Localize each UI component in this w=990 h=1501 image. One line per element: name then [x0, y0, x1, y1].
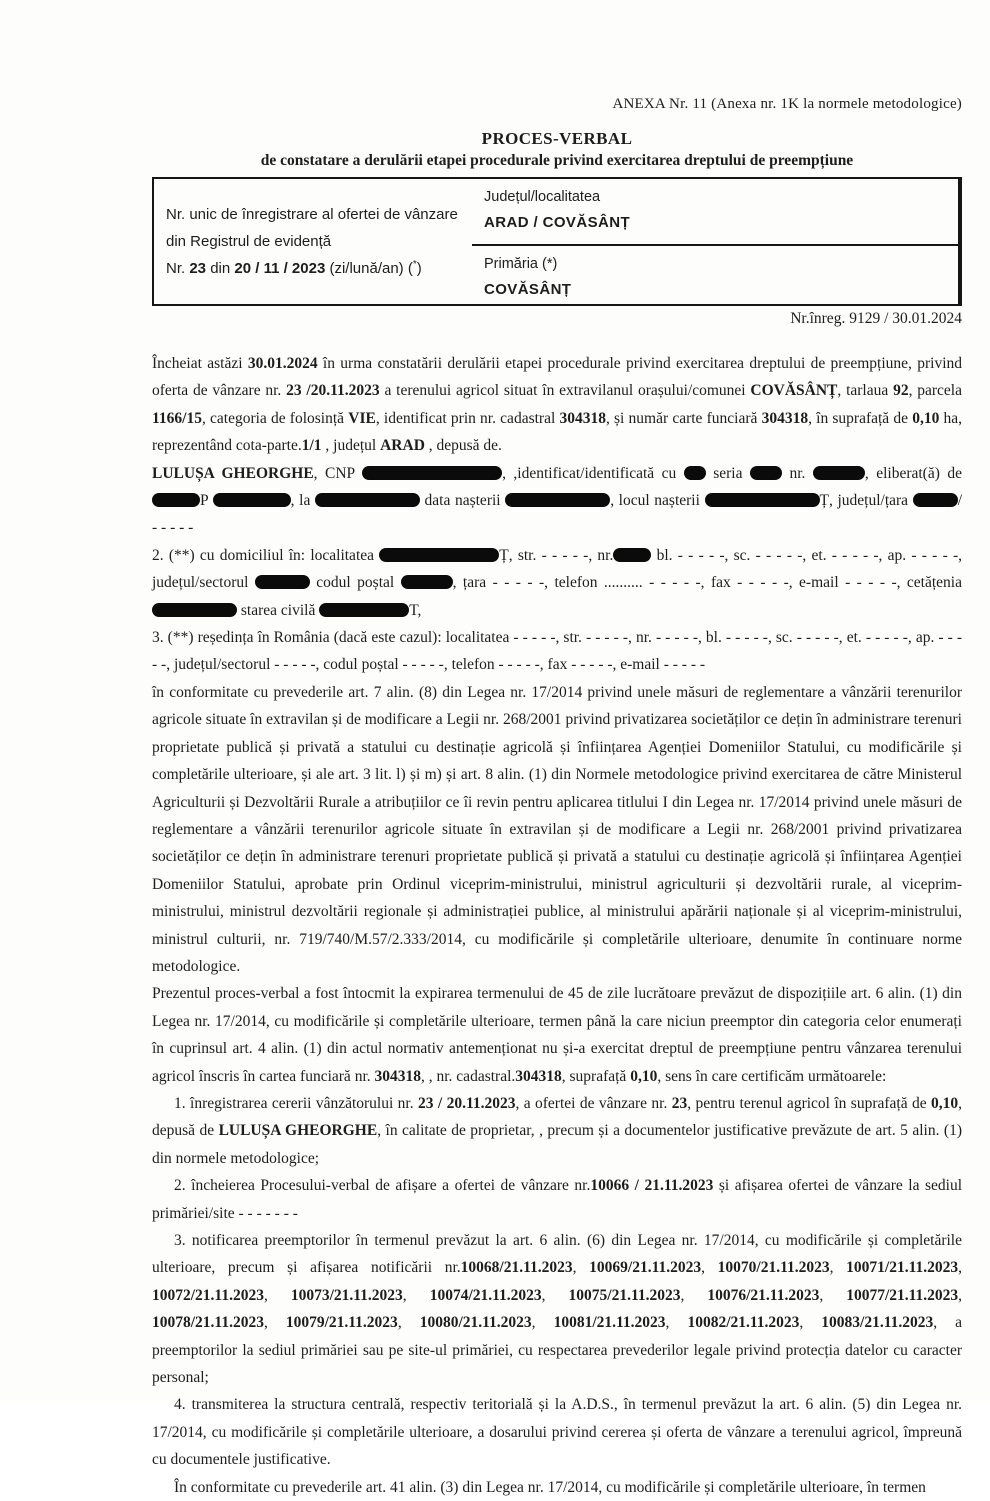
text-run: , [263, 1314, 286, 1332]
text-run: a terenului agricol situat în extravilanul orașului/comunei [379, 382, 751, 400]
emphasis-text: 10080/21.11.2023 [419, 1314, 532, 1332]
redaction-bar [401, 575, 453, 589]
emphasis-text: 10072/21.11.2023 [152, 1286, 264, 1304]
text-run: , în calitate de proprietar, , precum și a documentelor justificative prevăzute de art. 5 alin. (1) din normele metodologice; [152, 1122, 962, 1167]
text-run: , [958, 1259, 962, 1277]
redaction-bar [750, 466, 782, 480]
text-run: nr. [781, 464, 813, 482]
text-run: Încheiat astăzi [152, 355, 248, 372]
text-run: În conformitate cu prevederile art. 41 alin. (3) din Legea nr. 17/2014, cu modificările și completările ulterioare, în termen [174, 1478, 926, 1496]
text-run: , suprafață [561, 1067, 631, 1085]
paragraph [152, 350, 962, 460]
text-run: , eliberat(ă) de [864, 464, 962, 482]
text-run: , depusă de. [424, 437, 502, 455]
text-run: în conformitate cu prevederile art. 7 alin. (8) din Legea nr. 17/2014 privind unele măsuri de reglementare a vânzării terenurilor agricole situate în extravilan și de modificare a Legii nr. 268/2001 privind privatizarea societăților ce dețin în administrare terenuri proprietate publică și privată a statului cu destinație agricolă și înființarea Agenției Domeniilor Statului, cu modificările și completările ulterioare, și ale art. 3 lit. l) și m) și art. 8 alin. (1) din Normele metodologice privind exercitarea de către Ministerul Agriculturii și Dezvoltării Rurale a atribuțiilor ce îi revin pentru aplicarea titlului I din Legea nr. 17/2014 privind unele măsuri de reglementare a vânzării terenurilor agricole situate în extravilan și de modificare a Legii nr. 268/2001 privind privatizarea societăților ce dețin în administrare terenuri proprietate publică și privată a statului cu destinație agricolă și înființarea Agenției Domeniilor Statului, aprobate prin Ordinul viceprim-ministrului, ministrul agriculturii și dezvoltării rurale, al viceprim-ministrului, ministrul dezvoltării regionale și administrației publice, al ministrului apărării naționale și al viceprim-ministrului, ministrul culturii, nr. 719/740/M.57/2.333/2014, cu modificările și completările ulterioare, denumite în continuare norme metodologice. [152, 683, 962, 975]
county-locality-label: Județul/localitatea [484, 189, 601, 205]
text-run: Ț, str. - - - - -, nr. [499, 546, 614, 564]
text-run: , [799, 1314, 822, 1332]
text-run: seria [705, 464, 750, 482]
text-run: (zi/lună/an) ( [325, 260, 413, 277]
paragraph [152, 980, 962, 1090]
text-run: , județul [321, 437, 381, 455]
paragraph [152, 1172, 962, 1227]
paragraph [152, 460, 962, 542]
county-locality-cell [472, 179, 960, 246]
document-body [152, 350, 962, 1501]
text-run: din [206, 260, 235, 277]
emphasis-text: 0,10 [630, 1067, 658, 1085]
text-run: ha, reprezentând cota-parte. [152, 409, 963, 455]
text-run: , CNP [313, 464, 363, 482]
paragraph [152, 1474, 962, 1501]
text-run: Prezentul proces-verbal a fost întocmit la expirarea termenului de 45 de zile lucrătoare prevăzut de dispozițiile art. 6 alin. (1) din Legea nr. 17/2014, cu modificările și completările ulterioare, termen până la care niciun preemptor din categoria celor enumerați în cuprinsul art. 4 alin. (1) din actul normativ antemenționat nu și-a exercitat dreptul de preempțiune pentru vânzarea terenului agricol înscris în cartea funciară nr. [152, 985, 962, 1085]
text-run: 4. transmiterea la structura centrală, respectiv teritorială și la A.D.S., în termenul prevăzut la art. 6 alin. (5) din Legea nr. 17/2014, cu modificările și completările ulterioare, a dosarului privind cererea și oferta de vânzare a terenului agricol, împreună cu documentele justificative. [152, 1396, 962, 1469]
emphasis-text: 10071/21.11.2023 [846, 1259, 959, 1277]
text-run: , [531, 1314, 554, 1332]
text-run: , [958, 1286, 963, 1304]
text-run: , pentru terenul agricol în suprafață de [687, 1094, 932, 1112]
redaction-bar [813, 466, 865, 480]
redaction-bar [152, 493, 200, 507]
text-run: , tarlaua [837, 382, 894, 400]
text-run: , a ofertei de vânzare nr. [515, 1094, 672, 1112]
emphasis-text: 23 [671, 1094, 688, 1112]
text-run: , [819, 1286, 847, 1304]
emphasis-text: 10078/21.11.2023 [152, 1314, 264, 1332]
emphasis-text: 10068/21.11.2023 [460, 1259, 573, 1277]
emphasis-text: 304318 [515, 1067, 562, 1085]
paragraph [152, 679, 962, 980]
text-run: , [263, 1286, 291, 1304]
text-run: în urma constatării derulării etapei procedurale privind exercitarea dreptului de preempțiune, privind oferta de vânzare nr. [152, 355, 962, 400]
emphasis-text: LULUȘA GHEORGHE [152, 464, 314, 482]
emphasis-text: COVĂSÂNȚ [750, 382, 838, 400]
text-run: , identificat prin nr. cadastral [375, 409, 560, 427]
emphasis-text: 1/1 [301, 437, 322, 455]
text-run: , [701, 1259, 718, 1277]
emphasis-text: 23 /20.11.2023 [286, 382, 380, 400]
text-run: Ț, județul/țara [819, 492, 913, 510]
town-hall-value: COVĂSÂNȚ [484, 281, 572, 299]
text-run: , a preemptorilor la sediul primăriei sau pe site-ul primăriei, cu respectarea prevederilor legale privind protecția datelor cu caracter personal; [152, 1314, 963, 1387]
text-run: T, [409, 601, 422, 619]
emphasis-text: 304318 [374, 1067, 421, 1085]
redaction-bar [613, 548, 651, 562]
text-run: , țara - - - - -, telefon .......... - - - - -, fax - - - - -, e-mail - - - - -, cetățenia [452, 574, 962, 592]
text-run: / - - - - - [152, 492, 962, 537]
text-run: , sens în care certificăm următoarele: [657, 1067, 887, 1085]
text-run: , la [290, 492, 315, 510]
text-run: 3. notificarea preemptorilor în termenul prevăzut la art. 6 alin. (6) din Legea nr. 17/2014, cu modificările și completările ulterioare, precum și afișarea notificării nr. [152, 1232, 962, 1277]
text-run: Nr. [166, 260, 190, 277]
emphasis-text: 304318 [559, 409, 606, 427]
annex-note: ANEXA Nr. 11 (Anexa nr. 1K la normele metodologice) [612, 96, 962, 112]
text-run: , [572, 1259, 590, 1277]
emphasis-text: VIE [348, 409, 376, 427]
redaction-bar [213, 493, 291, 507]
paragraph [152, 1090, 962, 1172]
emphasis-text: 10074/21.11.2023 [429, 1286, 542, 1304]
page-title: PROCES-VERBAL [481, 129, 633, 148]
text-run: , [541, 1286, 569, 1304]
emphasis-text: 0,10 [931, 1094, 959, 1112]
redaction-bar [152, 603, 237, 617]
redaction-bar [684, 466, 706, 480]
town-hall-label: Primăria (*) [484, 256, 558, 272]
emphasis-text: 304318 [761, 409, 809, 427]
text-run: , [402, 1286, 430, 1304]
text-run: , în suprafață de [808, 409, 913, 427]
text-run: 2. încheierea Procesului-verbal de afișare a ofertei de vânzare nr. [174, 1177, 591, 1195]
emphasis-text: 10081/21.11.2023 [553, 1314, 666, 1332]
registration-info-table [152, 177, 962, 306]
emphasis-text: 10076/21.11.2023 [707, 1286, 820, 1304]
registration-number-cell [154, 179, 472, 304]
redaction-bar [505, 493, 610, 507]
text-run: starea civilă [237, 601, 320, 619]
emphasis-text: 92 [893, 382, 909, 400]
text-run: ) [416, 260, 422, 277]
text-run: , [829, 1259, 847, 1277]
redaction-bar [705, 493, 820, 507]
emphasis-text: 23 [189, 260, 207, 277]
text-run: bl. - - - - -, sc. - - - - -, et. - - - - -, ap. - - - - -, județul/sectorul [152, 546, 962, 592]
redaction-bar [379, 548, 499, 562]
emphasis-text: 0,10 [912, 409, 940, 427]
emphasis-text: 23 / 20.11.2023 [418, 1094, 516, 1112]
emphasis-text: 10082/21.11.2023 [687, 1314, 800, 1332]
redaction-bar [319, 603, 409, 617]
paragraph [152, 1391, 962, 1473]
page-subtitle: de constatare a derulării etapei procedurale privind exercitarea dreptului de preempțiune [260, 152, 854, 169]
registration-number-value [166, 255, 460, 282]
text-run: , [397, 1314, 420, 1332]
text-run: P [200, 492, 213, 510]
county-locality-value: ARAD / COVĂSÂNȚ [484, 214, 631, 232]
text-run: 3. (**) reședința în România (dacă este cazul): localitatea - - - - -, str. - - - - -, nr. - - - - -, bl. - - - - -, sc. - - - - -, et. - - - - -, ap. - - - - -, județul/sectorul - - - - -, codul poștal - - - - -, telefon - - - - -, fax - - - - -, e-mail - - - - - [152, 629, 962, 674]
text-run: , , nr. cadastral. [421, 1067, 516, 1085]
emphasis-text: 10069/21.11.2023 [589, 1259, 702, 1277]
text-run: , [665, 1314, 688, 1332]
emphasis-text: LULUȘA GHEORGHE [218, 1122, 378, 1140]
text-run: codul poștal [309, 574, 401, 592]
paragraph [152, 624, 962, 679]
paragraph [152, 542, 962, 624]
town-hall-cell [472, 246, 960, 304]
text-run: 2. (**) cu domiciliul în: localitatea [152, 546, 380, 564]
text-run: , locul nașterii [610, 492, 705, 510]
text-run: , parcela [908, 382, 962, 400]
redaction-bar [913, 493, 958, 507]
emphasis-text: 10077/21.11.2023 [846, 1286, 959, 1304]
emphasis-text: 10075/21.11.2023 [568, 1286, 681, 1304]
text-run: , categoria de folosință [201, 409, 349, 427]
text-run: și afișarea ofertei de vânzare la sediul primăriei/site - - - - - - - [152, 1177, 962, 1222]
emphasis-text: 10066 / 21.11.2023 [590, 1177, 714, 1195]
emphasis-text: 10079/21.11.2023 [285, 1314, 398, 1332]
emphasis-text: 10083/21.11.2023 [821, 1314, 934, 1332]
registration-number-caption: Nr. unic de înregistrare al ofertei de vânzare din Registrul de evidență [166, 206, 458, 250]
redaction-bar [315, 493, 420, 507]
emphasis-text: 10070/21.11.2023 [717, 1259, 830, 1277]
emphasis-text: 20 / 11 / 2023 [234, 260, 326, 277]
emphasis-text: 30.01.2024 [247, 355, 318, 372]
internal-registration-number: Nr.înreg. 9129 / 30.01.2024 [790, 310, 962, 327]
superscript-note: * [412, 259, 417, 270]
emphasis-text: 1166/15 [152, 409, 202, 427]
paragraph [152, 1227, 962, 1391]
text-run: , depusă de [152, 1094, 963, 1140]
emphasis-text: 10073/21.11.2023 [290, 1286, 403, 1304]
text-run: , și număr carte funciară [605, 409, 762, 427]
text-run: , ,identificat/identificată cu [502, 464, 684, 482]
redaction-bar [255, 575, 310, 589]
text-run: 1. înregistrarea cererii vânzătorului nr. [174, 1094, 418, 1112]
text-run: , [680, 1286, 708, 1304]
redaction-bar [362, 466, 502, 480]
text-run: data nașterii [419, 492, 506, 510]
emphasis-text: ARAD [380, 437, 425, 455]
